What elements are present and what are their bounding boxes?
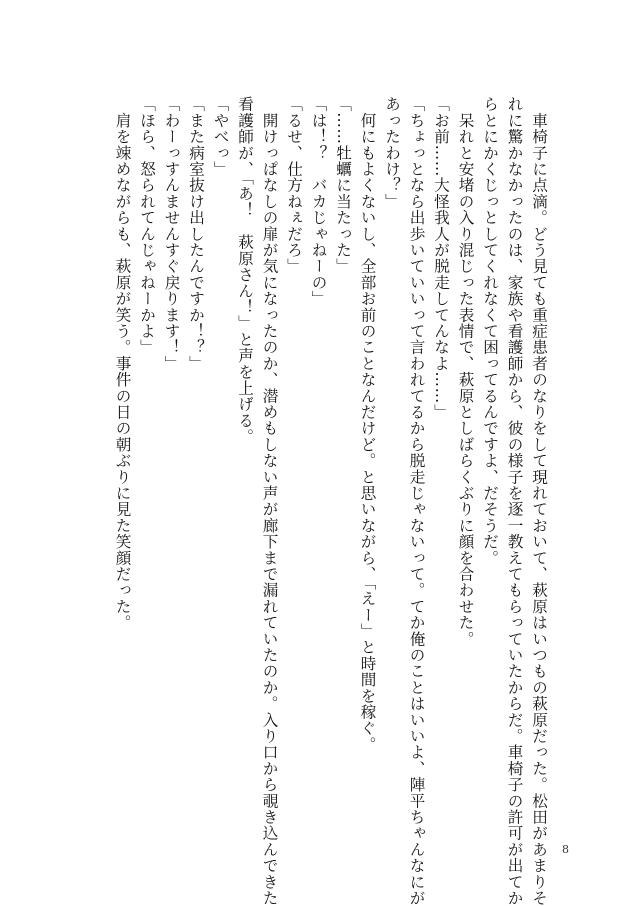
text-line: 「ほら、怒られてんじゃねーかよ」 <box>138 96 156 356</box>
text-line: らとにかくじっとしてくれなくて困ってるんですよ、だそうだ。 <box>481 96 499 566</box>
text-line: 「ちょっとなら出歩いていいって言われてるから脱走じゃないって。てか俺のことはいいよ、陣平ちゃんなにが <box>407 96 426 906</box>
page-number: 8 <box>562 843 569 856</box>
text-line: 「……牡蠣に当たった」 <box>334 96 352 275</box>
text-line: 「わーっすんませんすぐ戻ります！」 <box>162 96 181 372</box>
text-line: 看護師が、「あ！ 萩原さん！」と声を上げる。 <box>236 96 254 445</box>
text-line: 「やべっ」 <box>211 96 230 177</box>
text-line: 「は！？ バカじゃねーの」 <box>309 96 328 307</box>
text-line: 「るせ、仕方ねぇだろ」 <box>285 96 303 275</box>
text-line: 肩を竦めながらも、萩原が笑う。事件の日の朝ぶりに見た笑顔だった。 <box>113 96 132 631</box>
text-line: 何にもよくないし、全部お前のことなんだけど。と思いながら、「えー」と時間を稼ぐ。 <box>358 96 377 753</box>
text-line: 呆れと安堵の入り混じった表情で、萩原としばらくぶりに顔を合わせた。 <box>456 96 475 647</box>
text-line: れに驚かなかったのは、家族や看護師から、彼の様子を逐一教えてもらっていたからだ。車椅子の許可が出てか <box>505 96 524 906</box>
text-line: 「また病室抜け出したんですか！？」 <box>187 96 205 372</box>
body-text <box>110 96 551 906</box>
text-line: あったわけ？」 <box>383 96 401 210</box>
text-line: 「お前……大怪我人が脱走してんなよ……」 <box>432 96 450 420</box>
text-line: 開けっぱなしの扉が気になったのか、潜めもしない声が廊下まで漏れていたのか。入り口から覗き込んできた <box>260 96 279 906</box>
text-line: 車椅子に点滴。どう見ても重症患者のなりをして現れておいて、萩原はいつもの萩原だった。松田があまりそ <box>530 96 548 906</box>
